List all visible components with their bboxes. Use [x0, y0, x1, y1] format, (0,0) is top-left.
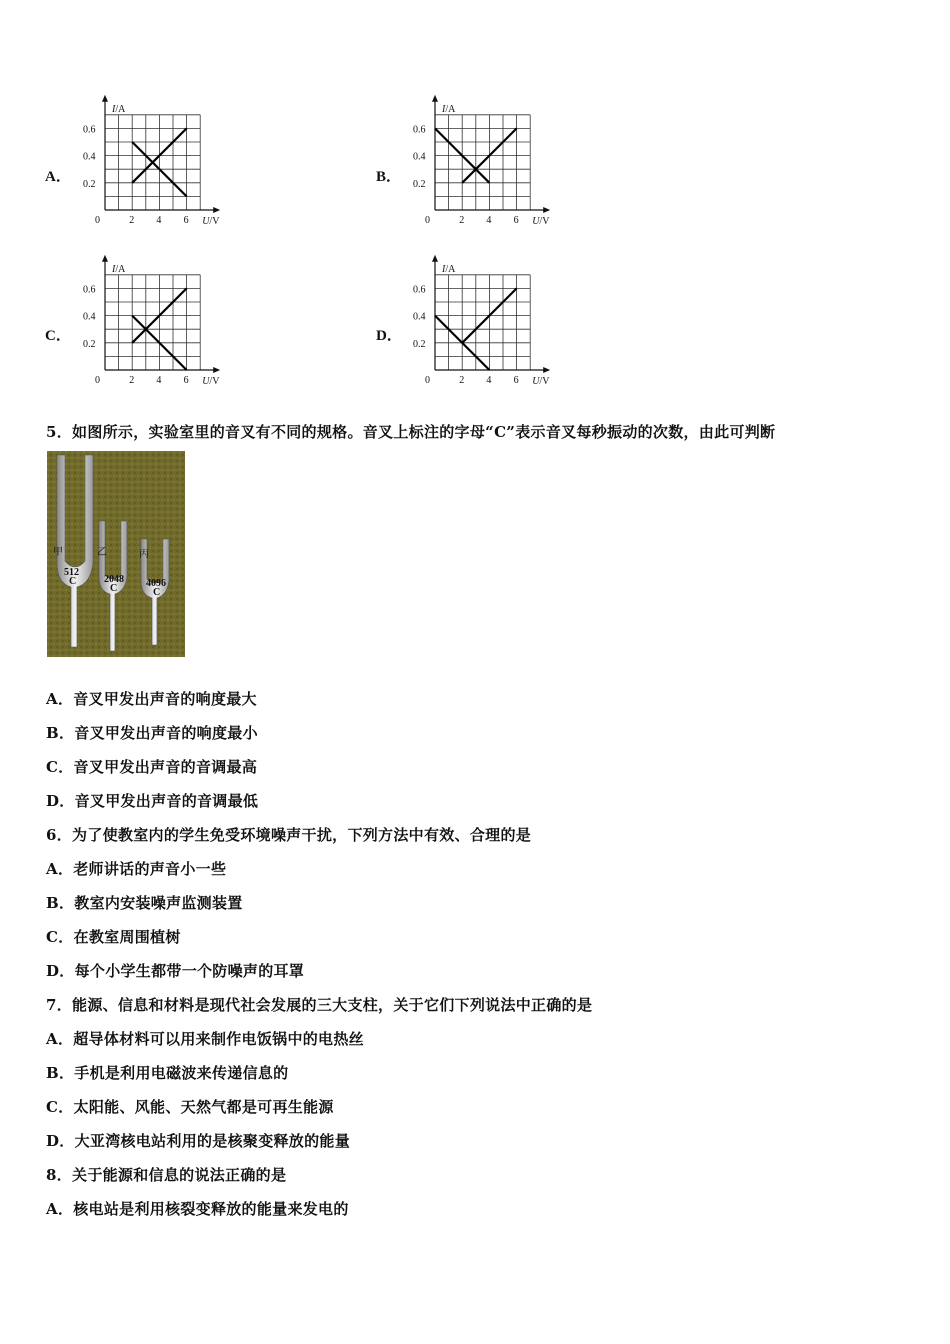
x-axis-arrow — [213, 367, 220, 373]
fork-jia-letter: C — [69, 576, 77, 587]
fork-yi-letter: C — [110, 583, 118, 594]
x-tick-label: 2 — [459, 215, 465, 226]
graph-d — [410, 255, 570, 395]
graph-b — [410, 95, 570, 235]
x-tick-label: 4 — [156, 375, 162, 386]
q5-option-c: C．音叉甲发出声音的音调最高 — [46, 758, 258, 776]
q6-option-a: A．老师讲话的声音小一些 — [46, 860, 227, 878]
origin-label: 0 — [425, 375, 430, 386]
q6-option-c: C．在教室周围植树 — [46, 928, 181, 946]
option-c-label: C． — [45, 328, 71, 344]
y-tick-label: 0.6 — [413, 284, 426, 296]
y-axis-title: I/A — [112, 264, 126, 275]
y-tick-label: 0.4 — [83, 151, 96, 163]
y-axis-arrow — [102, 95, 108, 102]
q5-option-d: D．音叉甲发出声音的音调最低 — [46, 792, 259, 810]
x-tick-label: 6 — [183, 375, 189, 386]
x-tick-label: 4 — [486, 375, 492, 386]
tuning-fork-photo — [47, 451, 185, 657]
graph-a — [80, 95, 240, 235]
y-tick-label: 0.2 — [83, 178, 96, 190]
origin-label: 0 — [95, 215, 100, 226]
y-tick-label: 0.6 — [83, 284, 96, 296]
fork-bing-name: 丙 — [139, 549, 149, 560]
y-tick-label: 0.6 — [83, 124, 96, 136]
x-axis-title: U/V — [202, 216, 220, 227]
x-tick-label: 4 — [486, 215, 492, 226]
x-axis-arrow — [543, 367, 550, 373]
q6-option-d: D．每个小学生都带一个防噪声的耳罩 — [46, 962, 305, 980]
x-tick-label: 4 — [156, 215, 162, 226]
q8-option-a: A．核电站是利用核裂变释放的能量来发电的 — [46, 1200, 349, 1218]
y-tick-label: 0.2 — [413, 178, 426, 190]
question-6-stem: 6．为了使教室内的学生免受环境噪声干扰，下列方法中有效、合理的是 — [46, 826, 532, 844]
fork-yi-number: 2048 — [104, 574, 124, 585]
x-tick-label: 6 — [183, 215, 189, 226]
x-axis-title: U/V — [202, 376, 220, 387]
y-tick-label: 0.4 — [413, 151, 426, 163]
y-tick-label: 0.4 — [413, 311, 426, 323]
graph-c — [80, 255, 240, 395]
option-b-label: B． — [376, 169, 402, 185]
y-tick-label: 0.2 — [413, 338, 426, 350]
x-tick-label: 2 — [129, 375, 135, 386]
q5-option-a: A．音叉甲发出声音的响度最大 — [46, 690, 257, 708]
y-axis-arrow — [102, 255, 108, 262]
question-5-stem: 5．如图所示，实验室里的音叉有不同的规格。音叉上标注的字母“C”表示音叉每秒振动的次数，由此可判断 — [46, 423, 776, 441]
x-tick-label: 2 — [129, 215, 135, 226]
fork-jia-name: 甲 — [53, 547, 63, 558]
fork-bing-number: 4096 — [146, 578, 166, 589]
option-d-label: D． — [376, 328, 402, 344]
y-tick-label: 0.4 — [83, 311, 96, 323]
x-tick-label: 6 — [513, 375, 519, 386]
x-tick-label: 6 — [513, 215, 519, 226]
q7-option-b: B．手机是利用电磁波来传递信息的 — [46, 1064, 289, 1082]
q7-option-c: C．太阳能、风能、天然气都是可再生能源 — [46, 1098, 334, 1116]
q7-option-a: A．超导体材料可以用来制作电饭锅中的电热丝 — [46, 1030, 364, 1048]
x-axis-arrow — [543, 207, 550, 213]
y-axis-arrow — [432, 95, 438, 102]
q7-option-d: D．大亚湾核电站利用的是核聚变释放的能量 — [46, 1132, 351, 1150]
origin-label: 0 — [95, 375, 100, 386]
q5-option-b: B．音叉甲发出声音的响度最小 — [46, 724, 258, 742]
option-a-label: A． — [45, 169, 71, 185]
y-tick-label: 0.6 — [413, 124, 426, 136]
fork-jia-number: 512 — [64, 567, 79, 578]
fork-yi-name: 乙 — [97, 547, 107, 558]
x-axis-title: U/V — [532, 376, 550, 387]
origin-label: 0 — [425, 215, 430, 226]
question-8-stem: 8．关于能源和信息的说法正确的是 — [46, 1166, 287, 1184]
fork-bing-letter: C — [153, 587, 161, 598]
x-axis-title: U/V — [532, 216, 550, 227]
y-axis-title: I/A — [442, 104, 456, 115]
y-axis-title: I/A — [112, 104, 126, 115]
y-tick-label: 0.2 — [83, 338, 96, 350]
q6-option-b: B．教室内安装噪声监测装置 — [46, 894, 243, 912]
x-tick-label: 2 — [459, 375, 465, 386]
y-axis-title: I/A — [442, 264, 456, 275]
y-axis-arrow — [432, 255, 438, 262]
question-7-stem: 7．能源、信息和材料是现代社会发展的三大支柱，关于它们下列说法中正确的是 — [46, 996, 593, 1014]
x-axis-arrow — [213, 207, 220, 213]
